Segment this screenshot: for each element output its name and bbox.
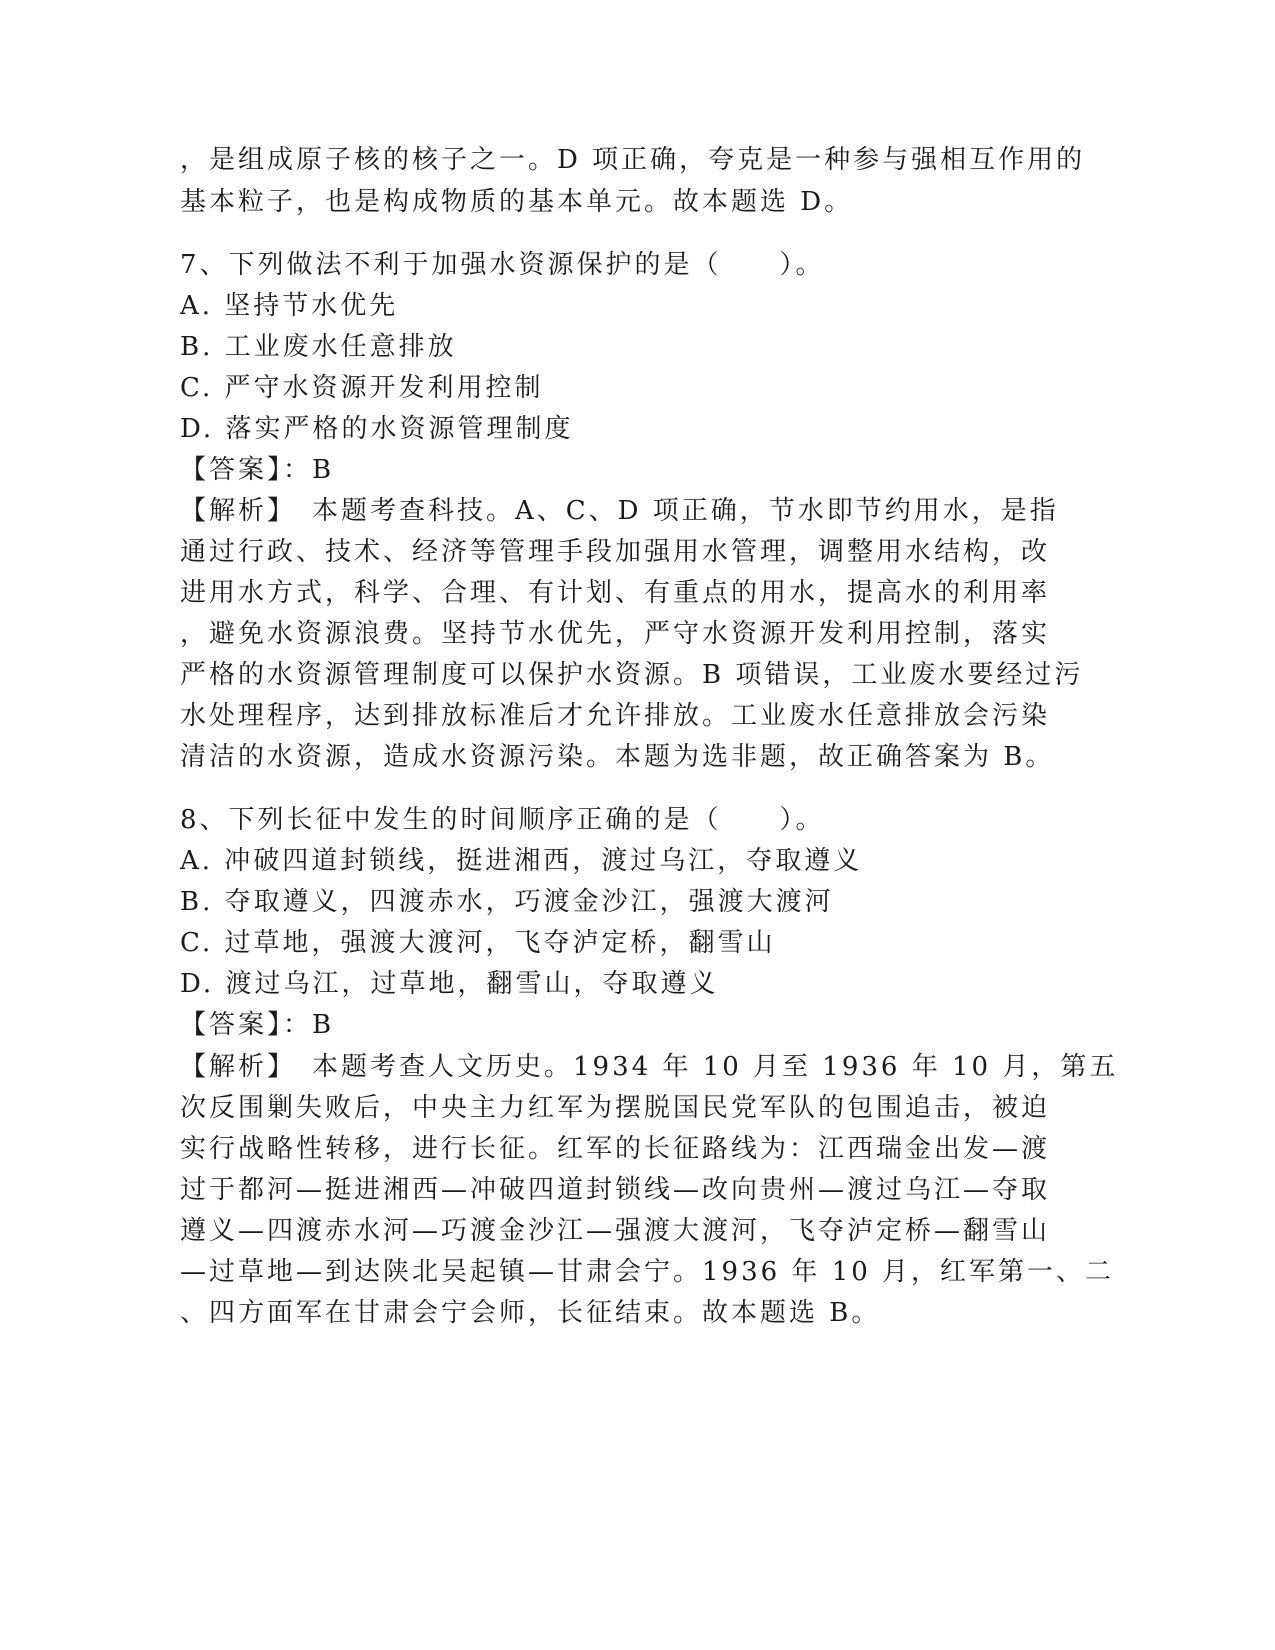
continuation-line: ，是组成原子核的核子之一。D 项正确，夸克是一种参与强相互作用的 xyxy=(180,145,1086,175)
question-8-analysis-line: —过草地—到达陕北吴起镇—甘肃会宁。1936 年 10 月，红军第一、二 xyxy=(180,1257,1115,1287)
question-7-analysis-line: 通过行政、技术、经济等管理手段加强用水管理，调整用水结构，改 xyxy=(180,537,1051,567)
question-7-analysis-line: ，避免水资源浪费。坚持节水优先，严守水资源开发利用控制，落实 xyxy=(180,619,1051,649)
question-8-option-c: C. 过草地，强渡大渡河，飞夺泸定桥，翻雪山 xyxy=(180,928,776,958)
question-8-analysis-line: 遵义—四渡赤水河—巧渡金沙江—强渡大渡河，飞夺泸定桥—翻雪山 xyxy=(180,1216,1051,1246)
question-8-option-d: D. 渡过乌江，过草地，翻雪山，夺取遵义 xyxy=(180,969,719,999)
question-8-analysis-line: 次反围剿失败后，中央主力红军为摆脱国民党军队的包围追击，被迫 xyxy=(180,1093,1051,1123)
question-8-analysis-line: 、四方面军在甘肃会宁会师，长征结束。故本题选 B。 xyxy=(180,1298,881,1328)
question-7-analysis-line: 清洁的水资源，造成水资源污染。本题为选非题，故正确答案为 B。 xyxy=(180,742,1055,772)
question-7-stem: 7、下列做法不利于加强水资源保护的是（ ）。 xyxy=(180,250,825,280)
question-8-analysis-line: 过于都河—挺进湘西—冲破四道封锁线—改向贵州—渡过乌江—夺取 xyxy=(180,1175,1051,1205)
question-7-answer: 【答案】：B xyxy=(180,455,335,485)
question-7-option-c: C. 严守水资源开发利用控制 xyxy=(180,373,544,403)
question-7-analysis-line: 严格的水资源管理制度可以保护水资源。B 项错误，工业废水要经过污 xyxy=(180,660,1084,690)
question-8-option-a: A. 冲破四道封锁线，挺进湘西，渡过乌江，夺取遵义 xyxy=(180,846,863,876)
question-8-answer: 【答案】：B xyxy=(180,1010,335,1040)
question-8-analysis-line: 实行战略性转移，进行长征。红军的长征路线为：江西瑞金出发—渡 xyxy=(180,1134,1051,1164)
question-7-analysis-line: 水处理程序，达到排放标准后才允许排放。工业废水任意排放会污染 xyxy=(180,701,1051,731)
question-8-analysis-line: 【解析】 本题考查人文历史。1934 年 10 月至 1936 年 10 月，第五 xyxy=(180,1052,1119,1082)
question-7-analysis-line: 【解析】 本题考查科技。A、C、D 项正确，节水即节约用水，是指 xyxy=(180,496,1059,526)
question-7-option-d: D. 落实严格的水资源管理制度 xyxy=(180,414,574,444)
question-8-option-b: B. 夺取遵义，四渡赤水，巧渡金沙江，强渡大渡河 xyxy=(180,887,834,917)
question-7-analysis-line: 进用水方式，科学、合理、有计划、有重点的用水，提高水的利用率 xyxy=(180,578,1051,608)
continuation-line: 基本粒子，也是构成物质的基本单元。故本题选 D。 xyxy=(180,187,854,217)
question-8-stem: 8、下列长征中发生的时间顺序正确的是（ ）。 xyxy=(180,805,825,835)
question-7-option-a: A. 坚持节水优先 xyxy=(180,291,399,321)
question-7-option-b: B. 工业废水任意排放 xyxy=(180,332,457,362)
